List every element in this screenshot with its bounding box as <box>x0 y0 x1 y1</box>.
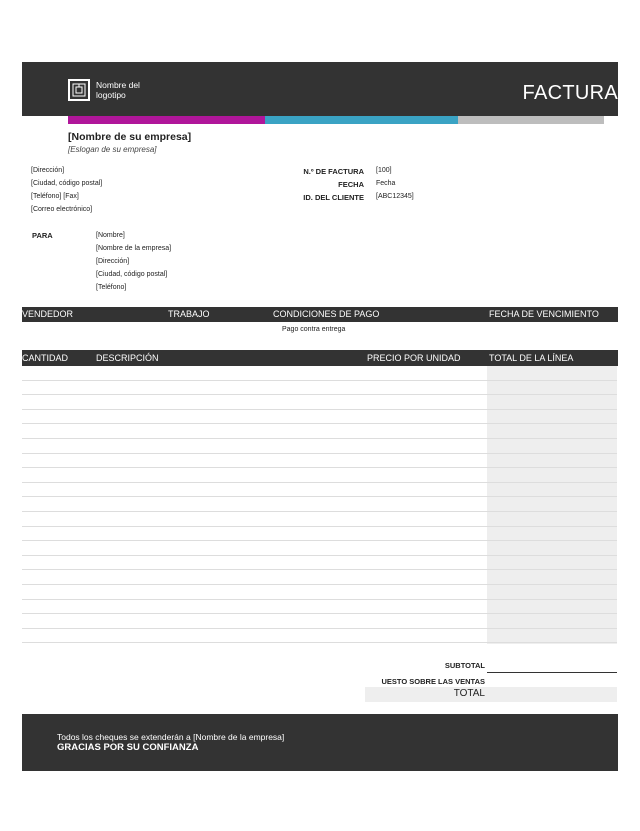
bill-to-phone: [Teléfono] <box>96 284 127 291</box>
invoice-title: FACTURA <box>522 82 618 104</box>
line-total-header: TOTAL DE LA LÍNEA <box>489 353 574 363</box>
customer-id-value: [ABC12345] <box>376 193 414 200</box>
bill-to-name: [Nombre] <box>96 232 125 239</box>
description-header: DESCRIPCIÓN <box>96 353 159 363</box>
date-value: Fecha <box>376 180 396 187</box>
due-date-header: FECHA DE VENCIMIENTO <box>489 309 599 319</box>
table-row <box>22 454 617 469</box>
invoice-number-label: N.º DE FACTURA <box>303 167 364 176</box>
table-row <box>22 381 617 396</box>
table-row <box>22 629 617 644</box>
total-row-shade <box>365 687 617 702</box>
logo-icon <box>68 79 90 101</box>
sales-tax-label: UESTO SOBRE LAS VENTAS <box>381 677 485 686</box>
bill-to-city: [Ciudad, código postal] <box>96 271 168 278</box>
table-row <box>22 556 617 571</box>
logo-placeholder-text: Nombre del logotipo <box>96 80 140 100</box>
quantity-header: CANTIDAD <box>22 353 69 363</box>
customer-id-label: ID. DEL CLIENTE <box>303 193 364 202</box>
company-slogan: [Eslogan de su empresa] <box>68 145 157 154</box>
bill-to-label: PARA <box>32 231 53 240</box>
company-city: [Ciudad, código postal] <box>31 180 103 187</box>
company-address: [Dirección] <box>31 167 65 174</box>
salesperson-header: VENDEDOR <box>22 309 74 319</box>
table-row <box>22 570 617 585</box>
table-row <box>22 410 617 425</box>
table-row <box>22 527 617 542</box>
company-phone: [Teléfono] [Fax] <box>31 193 79 200</box>
invoice-number-value: [100] <box>376 167 392 174</box>
job-header: TRABAJO <box>168 309 210 319</box>
table-row <box>22 439 617 454</box>
bill-to-address: [Dirección] <box>96 258 130 265</box>
table-row <box>22 585 617 600</box>
table-row <box>22 395 617 410</box>
table-row <box>22 614 617 629</box>
table-row <box>22 424 617 439</box>
company-name: [Nombre de su empresa] <box>68 131 192 143</box>
table-row <box>22 483 617 498</box>
table-row <box>22 497 617 512</box>
subtotal-label: SUBTOTAL <box>444 661 485 670</box>
stripe-teal <box>265 116 458 124</box>
stripe-gray <box>458 116 604 124</box>
payment-terms-value: Pago contra entrega <box>282 326 346 333</box>
table-row <box>22 468 617 483</box>
table-row <box>22 600 617 615</box>
stripe-magenta <box>68 116 265 124</box>
table-row <box>22 366 617 381</box>
bill-to-company: [Nombre de la empresa] <box>96 245 172 252</box>
table-row <box>22 541 617 556</box>
payment-terms-header: CONDICIONES DE PAGO <box>273 309 380 319</box>
checks-payable-text: Todos los cheques se extenderán a [Nombre de la empresa] <box>57 732 285 742</box>
unit-price-header: PRECIO POR UNIDAD <box>367 353 461 363</box>
company-email: [Correo electrónico] <box>31 206 93 213</box>
subtotal-underline <box>487 672 617 673</box>
thank-you-text: GRACIAS POR SU CONFIANZA <box>57 742 199 753</box>
table-row <box>22 512 617 527</box>
date-label: FECHA <box>338 180 364 189</box>
total-label: TOTAL <box>453 688 485 699</box>
